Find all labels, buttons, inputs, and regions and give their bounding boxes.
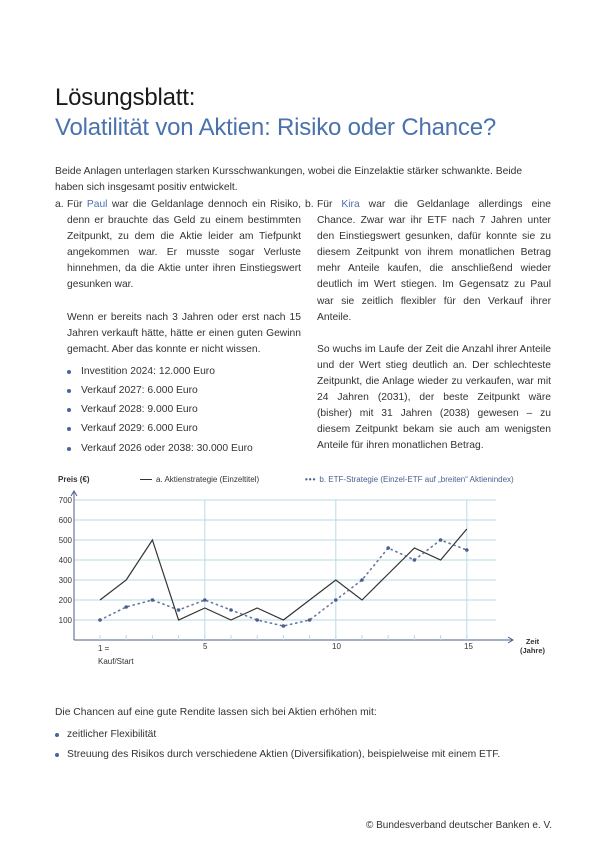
dotted-line-icon: ••• (305, 475, 317, 484)
section-a-para1 (55, 197, 301, 294)
section-a-para2: Wenn er bereits nach 3 Jahren oder erst nach 15 Jahren verkauft hätte, hätte er einen guten Gewinn gemacht. Aber das konnte er nicht wissen. (67, 311, 301, 355)
section-b-para1-text: war die Geldanlage allerdings eine Chance. Zwar war ihr ETF nach 7 Jahren unter den Einstiegswert gesunken, dafür konnte sie zu diesem Zeitpunkt von ihrem monatlichen Betrag mehr Anteile kaufen, die anschließend wieder deutlich im Wert stiegen. Im Gegensatz zu Paul war sie zeitlich flexibler für den Verkauf ihrer Anteile. (317, 199, 551, 323)
y-tick: 300 (58, 576, 72, 585)
section-b-para2: So wuchs im Laufe der Zeit die Anzahl ihrer Anteile und der Wert stieg deutlich an. Der schlechteste Zeitpunkt, die Anlage wieder zu verkaufen, war mit 24 Jahren (2031), der beste Zeitpunkt wäre (bisher) mit 31 Jahren (2038) gewesen – zu diesem Zeitpunkt bekam sie auch am wenigsten Anteile für ihren monatlichen Betrag. (317, 343, 551, 452)
y-axis-label: Preis (€) (58, 475, 90, 484)
section-a (55, 197, 301, 458)
x-tick: 5 (203, 642, 208, 651)
section-b-marker: b. (305, 199, 314, 210)
legend-stock (140, 475, 259, 484)
y-tick: 100 (58, 616, 72, 625)
name-kira: Kira (341, 199, 360, 210)
section-a-para1-text: war die Geldanlage dennoch ein Risiko, denn er brauchte das Geld zu einem bestimmten Zeitpunkt, zu dem die Aktie leider am Tiefpunkt angekommen war. Er musste sogar Verluste hinnehmen, da die Aktie unter ihren Einstiegswert gesunken war. (67, 199, 301, 291)
list-item: Verkauf 2026 oder 2038: 30.000 Euro (67, 439, 301, 458)
x-tick: 10 (332, 642, 341, 651)
y-tick: 700 (58, 496, 72, 505)
section-b-prefix: Für (317, 199, 342, 210)
intro-text: Beide Anlagen unterlagen starken Kursschwankungen, wobei die Einzelaktie stärker schwankte. Beide haben sich insgesamt positiv entwickelt. (55, 166, 523, 193)
x-tick-start-line2: Kauf/Start (98, 657, 134, 666)
price-chart (50, 468, 550, 668)
x-axis-label-line2: (Jahre) (520, 646, 546, 655)
x-tick-start-line1: 1 = (98, 644, 110, 653)
legend-stock-label: a. Aktienstrategie (Einzeltitel) (156, 475, 260, 484)
legend-etf-label: b. ETF-Strategie (Einzel-ETF auf „breiten“ Aktienindex) (319, 475, 514, 484)
list-item: Verkauf 2029: 6.000 Euro (67, 419, 301, 438)
copyright-footer: © Bundesverband deutscher Banken e. V. (365, 820, 552, 831)
x-tick: 15 (464, 642, 473, 651)
legend-etf (305, 475, 514, 484)
outro-text: Die Chancen auf eine gute Rendite lassen sich bei Aktien erhöhen mit: (55, 707, 377, 718)
list-item: Verkauf 2027: 6.000 Euro (67, 381, 301, 400)
list-item: Investition 2024: 12.000 Euro (67, 362, 301, 381)
y-tick: 400 (58, 556, 72, 565)
name-paul: Paul (86, 199, 108, 210)
section-b-para1 (305, 197, 551, 326)
list-item: Verkauf 2028: 9.000 Euro (67, 400, 301, 419)
page-title: Lösungsblatt: (55, 84, 196, 111)
y-tick: 200 (58, 596, 72, 605)
section-b (305, 197, 551, 454)
outro-bullets (55, 725, 555, 764)
section-a-bullets (55, 362, 301, 458)
x-tick-start (98, 642, 134, 668)
list-item: Streuung des Risikos durch verschiedene Aktien (Diversifikation), beispielweise mit einem ETF. (55, 745, 555, 765)
solid-line-icon (140, 479, 152, 480)
page-subtitle: Volatilität von Aktien: Risiko oder Chance? (55, 114, 496, 141)
x-axis-label-line1: Zeit (525, 637, 540, 646)
list-item: zeitlicher Flexibilität (55, 725, 555, 745)
x-axis-label (520, 637, 545, 655)
section-a-marker: a. (55, 199, 64, 210)
y-tick: 600 (58, 516, 72, 525)
chart-canvas (50, 468, 550, 668)
y-tick: 500 (58, 536, 72, 545)
section-a-prefix: Für (67, 199, 87, 210)
